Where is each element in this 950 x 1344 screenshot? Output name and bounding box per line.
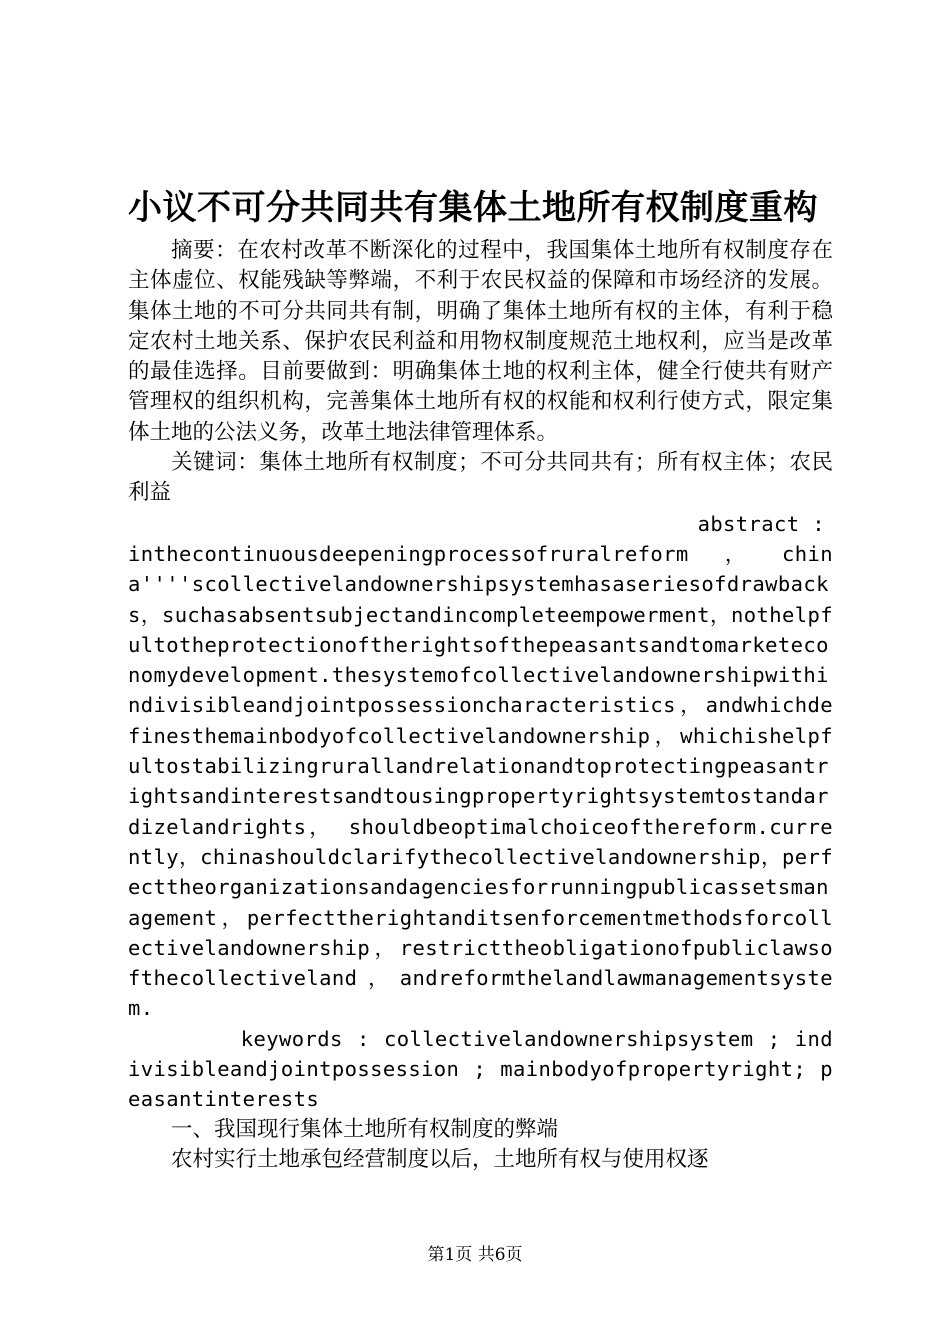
section-heading: 一、我国现行集体土地所有权制度的弊端 — [171, 1116, 559, 1142]
keywords-chinese: 关键词：集体土地所有权制度；不可分共同共有；所有权主体；农民利益 — [128, 450, 833, 506]
abstract-english: inthecontinuousdeepeningprocessofruralreform，china''''scollectivelandownershipsystemhasaseriesofdrawbacks，suchasabsentsubjectandincompleteempowerment，nothelpfultotheprotectionoftherightsofthepeasantsandtomarketeconomydevelopment.thesystemofcollectivelandownershipwithindivisibleandjointpossessioncharacteristics，andwhichdefinesthemainbodyofcollectivelandownership，whichishelpfultostabilizingrurallandrelationandtoprotectingpeasantrightsandinterestsandtousingpropertyrightsystemtostandardizelandrights， shouldbeoptimalchoiceofthereform.currently，chinashouldclarifythecollectivelandownership，perfecttheorganizationsandagenciesforrunningpublicassetsmanagement，perfecttherightanditsenforcementmethodsforcollectivelandownership，restricttheobligationofpubliclawsofthecollectiveland，andreformthelandlawmanagementsystem. — [128, 541, 833, 1021]
document-title: 小议不可分共同共有集体土地所有权制度重构 — [128, 188, 818, 228]
section-paragraph: 农村实行土地承包经营制度以后，土地所有权与使用权逐 — [171, 1146, 709, 1172]
abstract-chinese: 摘要：在农村改革不断深化的过程中，我国集体土地所有权制度存在主体虚位、权能残缺等弊端，不利于农民权益的保障和市场经济的发展。集体土地的不可分共同共有制，明确了集体土地所有权的主体，有利于稳定农村土地关系、保护农民利益和用物权制度规范土地权利，应当是改革的最佳选择。目前要做到：明确集体土地的权利主体，健全行使共有财产管理权的组织机构，完善集体土地所有权的权能和权利行使方式，限定集体土地的公法义务，改革土地法律管理体系。 — [128, 238, 833, 445]
document-body — [128, 236, 833, 1175]
keywords-english: keywords : collectivelandownershipsystem ; indivisibleandjointpossession ; mainbodyofpropertyright; peasantinterests — [128, 1026, 833, 1112]
page-footer: 第1页 共6页 — [427, 1245, 523, 1265]
abstract-english-label: abstract : — [697, 511, 825, 536]
